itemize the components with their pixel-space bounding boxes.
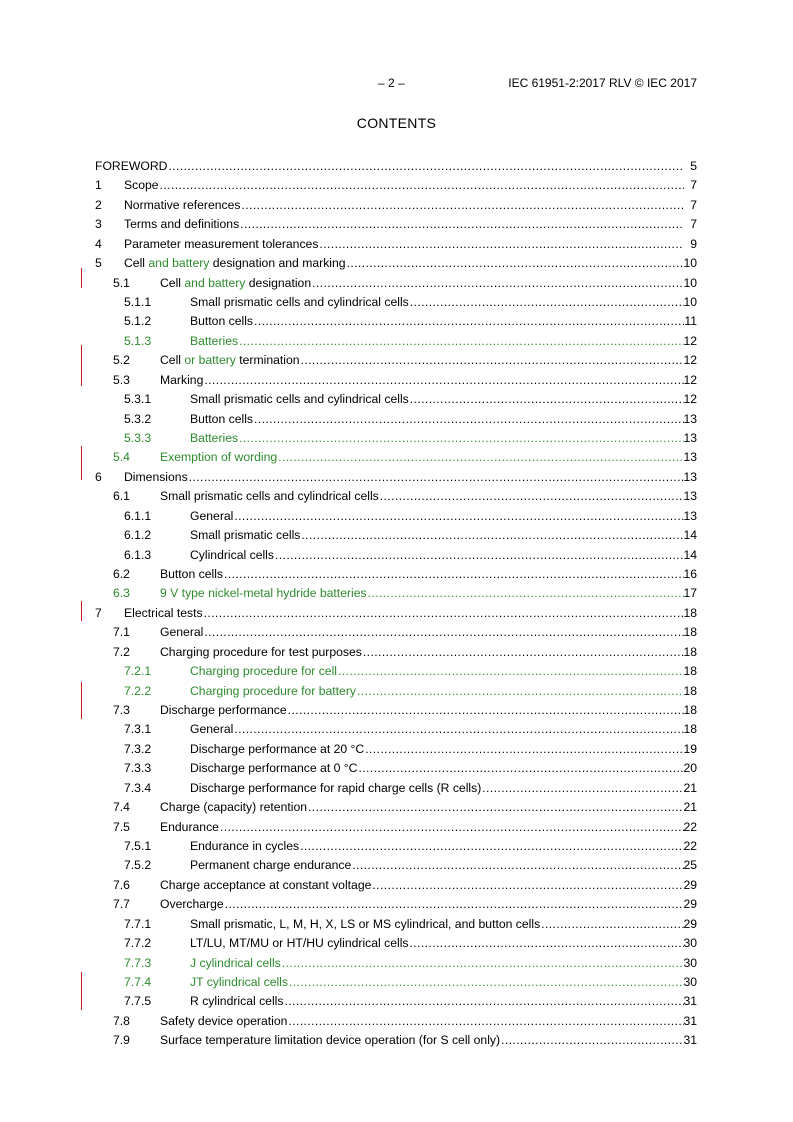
title-text: Permanent charge endurance <box>190 858 352 873</box>
toc-entry-title <box>124 176 159 195</box>
title-text: Overcharge <box>160 897 224 912</box>
dot-leader <box>204 623 684 642</box>
toc-entry-number: 2 <box>95 197 102 212</box>
title-text: Discharge performance <box>160 703 287 718</box>
title-text: Scope <box>124 178 159 193</box>
toc-entry[interactable] <box>0 332 793 351</box>
toc-entry-number: 7.3.2 <box>124 741 152 756</box>
toc-entry[interactable] <box>0 371 793 390</box>
toc-entry-page: 18 <box>683 644 697 659</box>
toc-entry-page: 10 <box>683 256 697 271</box>
page-title: CONTENTS <box>356 115 437 131</box>
toc-entry-page: 17 <box>683 586 697 601</box>
dot-leader <box>220 818 684 837</box>
toc-entry-page: 22 <box>683 819 697 834</box>
toc-entry[interactable] <box>0 254 793 273</box>
dot-leader <box>284 992 684 1011</box>
toc-entry-number: 7.7.2 <box>124 936 152 951</box>
toc-entry-title <box>190 759 357 778</box>
toc-entry[interactable] <box>0 215 793 234</box>
toc-entry[interactable] <box>0 604 793 623</box>
toc-entry-title <box>160 818 219 837</box>
dot-leader <box>168 157 684 176</box>
toc-entry-title <box>124 196 241 215</box>
toc-entry-title <box>160 1031 500 1050</box>
dot-leader <box>242 196 684 215</box>
title-text: Dimensions <box>124 469 188 484</box>
title-text: Small prismatic cells and cylindrical cells <box>160 489 379 504</box>
page-number: – 2 – <box>378 76 405 90</box>
toc-entry-title <box>160 876 371 895</box>
toc-entry-title <box>190 682 356 701</box>
dot-leader <box>204 371 684 390</box>
toc-entry-number: 6 <box>95 469 102 484</box>
toc-entry[interactable] <box>0 720 793 739</box>
toc-entry[interactable] <box>0 390 793 409</box>
toc-entry-number: 5.1 <box>113 275 130 290</box>
toc-entry-title <box>190 332 238 351</box>
changed-text: Batteries <box>190 431 239 446</box>
toc-entry[interactable] <box>0 876 793 895</box>
title-text: Safety device operation <box>160 1013 288 1028</box>
toc-entry-number: 7.5 <box>113 819 130 834</box>
toc-entry-number: 5.3.3 <box>124 431 152 446</box>
title-text: termination <box>235 353 300 368</box>
toc-entry-number: 7 <box>95 605 102 620</box>
toc-entry-number: 3 <box>95 217 102 232</box>
toc-entry-title <box>190 526 300 545</box>
toc-entry[interactable] <box>0 662 793 681</box>
toc-entry-title <box>190 429 238 448</box>
toc-entry[interactable] <box>0 973 793 992</box>
dot-leader <box>365 740 684 759</box>
toc-entry-page: 30 <box>683 955 697 970</box>
toc-entry-page: 7 <box>690 217 697 232</box>
title-text: Cylindrical cells <box>190 547 274 562</box>
toc-entry-title <box>160 487 379 506</box>
title-text: Normative references <box>124 197 241 212</box>
toc-entry-number: 6.3 <box>113 586 130 601</box>
changed-text: and battery <box>148 256 210 271</box>
dot-leader <box>352 856 684 875</box>
toc-entry[interactable] <box>0 954 793 973</box>
toc-entry-title <box>190 954 281 973</box>
toc-entry[interactable] <box>0 915 793 934</box>
toc-entry-number: 7.8 <box>113 1013 130 1028</box>
toc-entry-number: 6.1.2 <box>124 528 152 543</box>
dot-leader <box>372 876 684 895</box>
title-text: Endurance <box>160 819 219 834</box>
title-text: designation <box>245 275 312 290</box>
title-text: General <box>190 722 234 737</box>
toc-entry-number: 7.5.1 <box>124 839 152 854</box>
toc-entry[interactable] <box>0 701 793 720</box>
title-text: Discharge performance for rapid charge cells (R cells) <box>190 780 482 795</box>
toc-entry-page: 18 <box>683 722 697 737</box>
toc-entry-page: 20 <box>683 761 697 776</box>
toc-entry-title <box>190 973 288 992</box>
title-text: Small prismatic cells and cylindrical cells <box>190 392 409 407</box>
toc-entry[interactable] <box>0 196 793 215</box>
dot-leader <box>301 526 684 545</box>
changed-text: J cylindrical cells <box>190 955 281 970</box>
toc-entry-number: 7.3.1 <box>124 722 152 737</box>
toc-entry-number: 6.1.3 <box>124 547 152 562</box>
dot-leader <box>319 235 684 254</box>
dot-leader <box>380 487 684 506</box>
dot-leader <box>308 798 684 817</box>
toc-entry-page: 30 <box>683 975 697 990</box>
toc-entry[interactable] <box>0 293 793 312</box>
title-text: Cell <box>160 353 185 368</box>
toc-entry-page: 12 <box>683 353 697 368</box>
dot-leader <box>254 410 684 429</box>
toc-entry[interactable] <box>0 895 793 914</box>
toc-entry-page: 18 <box>683 605 697 620</box>
toc-entry[interactable] <box>0 740 793 759</box>
change-bar <box>81 446 82 480</box>
changed-text: 9 V type nickel-metal hydride batteries <box>160 586 367 601</box>
toc-entry-page: 21 <box>683 800 697 815</box>
dot-leader <box>312 274 684 293</box>
dot-leader <box>482 779 684 798</box>
dot-leader <box>254 312 684 331</box>
dot-leader <box>347 254 684 273</box>
title-text: Button cells <box>190 411 254 426</box>
toc-entry[interactable] <box>0 274 793 293</box>
toc-entry-title <box>190 856 351 875</box>
toc-entry-page: 29 <box>683 916 697 931</box>
changed-text: JT cylindrical cells <box>190 975 288 990</box>
toc-entry-page: 5 <box>690 159 697 173</box>
toc-entry-title <box>190 915 540 934</box>
dot-leader <box>368 584 684 603</box>
dot-leader <box>338 662 684 681</box>
toc-entry[interactable] <box>0 992 793 1011</box>
toc-entry-number: 7.7 <box>113 897 130 912</box>
toc-entry[interactable] <box>0 487 793 506</box>
toc-entry[interactable] <box>0 429 793 448</box>
toc-entry-page: 18 <box>683 664 697 679</box>
toc-entry-number: 6.2 <box>113 567 130 582</box>
page-header <box>0 76 793 92</box>
title-text: Charge acceptance at constant voltage <box>160 877 372 892</box>
toc-entry-page: 13 <box>683 411 697 426</box>
dot-leader <box>410 390 684 409</box>
toc-entry-page: 9 <box>690 236 697 251</box>
change-bar <box>81 345 82 386</box>
toc-entry[interactable] <box>0 546 793 565</box>
dot-leader <box>410 293 684 312</box>
toc-entry-number: 5 <box>95 256 102 271</box>
toc-entry[interactable] <box>0 837 793 856</box>
toc-entry-page: 7 <box>690 178 697 193</box>
dot-leader <box>234 507 684 526</box>
title-text: Small prismatic cells <box>190 528 301 543</box>
toc-entry-number: 6.1.1 <box>124 508 152 523</box>
toc-entry-title <box>190 312 253 331</box>
dot-leader <box>160 176 684 195</box>
title-text: Small prismatic, L, M, H, X, LS or MS cylindrical, and button cells <box>190 916 541 931</box>
toc-entry-page: 13 <box>683 469 697 484</box>
toc-entry-page: 14 <box>683 547 697 562</box>
title-text: Terms and definitions <box>124 217 240 232</box>
toc-entry[interactable] <box>0 623 793 642</box>
toc-entry-number: 7.7.5 <box>124 994 152 1009</box>
dot-leader <box>410 934 685 953</box>
title-text: General <box>190 508 234 523</box>
toc-entry-page: 14 <box>683 528 697 543</box>
toc-entry-number: 5.2 <box>113 353 130 368</box>
change-bar <box>81 972 82 1010</box>
toc-entry[interactable] <box>0 351 793 370</box>
dot-leader <box>282 954 684 973</box>
dot-leader <box>239 429 684 448</box>
toc-entry-title <box>124 215 239 234</box>
toc-entry-number: 6.1 <box>113 489 130 504</box>
title-text: Charge (capacity) retention <box>160 800 307 815</box>
title-text: Marking <box>160 372 204 387</box>
toc-entry[interactable] <box>0 410 793 429</box>
title-text: Discharge performance at 0 °C <box>190 761 358 776</box>
dot-leader <box>234 720 684 739</box>
toc-entry-page: 29 <box>683 877 697 892</box>
dot-leader <box>357 682 684 701</box>
toc-entry-number: 7.6 <box>113 877 130 892</box>
toc-entry[interactable] <box>0 759 793 778</box>
toc-entry-number: 7.7.1 <box>124 916 152 931</box>
toc-entry-page: 11 <box>684 314 697 329</box>
title-text: R cylindrical cells <box>190 994 284 1009</box>
changed-text: Exemption of wording <box>160 450 278 465</box>
toc-entry-title <box>160 448 277 467</box>
toc-entry-page: 22 <box>683 839 697 854</box>
toc-entry-page: 12 <box>683 372 697 387</box>
toc-entry-title <box>95 157 167 176</box>
toc-entry-title <box>160 701 287 720</box>
toc-entry-title <box>190 779 481 798</box>
toc-entry-number: 7.3 <box>113 703 130 718</box>
dot-leader <box>278 448 684 467</box>
toc-entry[interactable] <box>0 312 793 331</box>
document-id: IEC 61951-2:2017 RLV © IEC 2017 <box>508 76 697 90</box>
toc-entry[interactable] <box>0 1012 793 1031</box>
dot-leader <box>275 546 684 565</box>
dot-leader <box>224 565 684 584</box>
title-text: Button cells <box>160 567 224 582</box>
toc-entry[interactable] <box>0 818 793 837</box>
dot-leader <box>541 915 684 934</box>
toc-entry-title <box>124 468 188 487</box>
toc-entry-page: 16 <box>683 567 697 582</box>
toc-entry[interactable] <box>0 235 793 254</box>
toc-entry-number: 7.3.4 <box>124 780 152 795</box>
toc-entry-page: 31 <box>683 1013 697 1028</box>
dot-leader <box>239 332 684 351</box>
toc-entry[interactable] <box>0 565 793 584</box>
toc-entry-title <box>190 992 283 1011</box>
title-text: Charging procedure for test purposes <box>160 644 362 659</box>
toc-entry-number: 5.4 <box>113 450 130 465</box>
toc-entry-number: 5.1.2 <box>124 314 152 329</box>
toc-entry-title <box>160 798 307 817</box>
dot-leader <box>225 895 684 914</box>
dot-leader <box>289 973 684 992</box>
dot-leader <box>363 643 684 662</box>
title-text: Small prismatic cells and cylindrical cells <box>190 295 409 309</box>
toc-entry-page: 30 <box>683 936 697 951</box>
toc-entry-title <box>190 507 233 526</box>
title-text: Button cells <box>190 314 254 329</box>
title-text: LT/LU, MT/MU or HT/HU cylindrical cells <box>190 936 409 951</box>
changed-text: Charging procedure for battery <box>190 683 356 698</box>
toc-entry-page: 13 <box>683 450 697 465</box>
title-text: Discharge performance at 20 °C <box>190 741 365 756</box>
toc-entry[interactable] <box>0 448 793 467</box>
toc-entry-title <box>160 643 362 662</box>
title-text: Cell <box>124 256 149 271</box>
toc-entry-number: 7.9 <box>113 1033 130 1048</box>
toc-entry-number: 5.3.1 <box>124 392 152 407</box>
toc-entry-page: 12 <box>683 333 697 348</box>
changed-text: and battery <box>184 275 246 290</box>
title-text: FOREWORD <box>95 159 168 173</box>
changed-text: or battery <box>184 353 236 368</box>
toc-entry[interactable] <box>0 643 793 662</box>
change-bar <box>81 268 82 288</box>
toc-entry[interactable] <box>0 176 793 195</box>
toc-entry-title <box>160 623 203 642</box>
toc-entry-page: 29 <box>683 897 697 912</box>
changed-text: Charging procedure for cell <box>190 664 338 679</box>
toc-entry-title <box>190 934 409 953</box>
toc-entry-page: 13 <box>683 508 697 523</box>
dot-leader <box>288 701 684 720</box>
dot-leader <box>204 604 684 623</box>
title-text: Electrical tests <box>124 605 203 620</box>
toc-entry-title <box>160 274 311 293</box>
toc-entry-title <box>160 565 223 584</box>
toc-entry-title <box>190 390 409 409</box>
dot-leader <box>501 1031 684 1050</box>
toc-entry-number: 5.3.2 <box>124 411 152 426</box>
toc-entry[interactable] <box>0 584 793 603</box>
toc-entry-number: 5.1.1 <box>124 295 152 309</box>
toc-entry-title <box>160 371 203 390</box>
toc-entry-title <box>190 740 364 759</box>
title-text: General <box>160 625 204 640</box>
change-bar <box>81 601 82 621</box>
title-text: Endurance in cycles <box>190 839 300 854</box>
toc-entry-title <box>190 837 299 856</box>
toc-entry-number: 7.7.4 <box>124 975 152 990</box>
toc-entry-page: 31 <box>683 1033 697 1048</box>
toc-entry[interactable] <box>0 682 793 701</box>
toc-entry-title <box>124 604 203 623</box>
toc-entry[interactable] <box>0 798 793 817</box>
toc-entry-number: 7.1 <box>113 625 130 640</box>
dot-leader <box>288 1012 684 1031</box>
toc-entry-page: 21 <box>683 780 697 795</box>
toc-entry-page: 25 <box>683 858 697 873</box>
toc-entry-number: 7.2.1 <box>124 664 152 679</box>
toc-entry-page: 10 <box>683 275 697 290</box>
dot-leader <box>301 351 684 370</box>
toc-entry-number: 7.3.3 <box>124 761 152 776</box>
toc-entry-title <box>190 720 233 739</box>
toc-entry[interactable] <box>0 507 793 526</box>
toc-entry[interactable] <box>0 934 793 953</box>
toc-entry-title <box>160 584 367 603</box>
title-text: designation and marking <box>209 256 346 271</box>
toc-entry-title <box>190 410 253 429</box>
title-text: Parameter measurement tolerances <box>124 236 319 251</box>
dot-leader <box>358 759 684 778</box>
toc-entry-title <box>190 546 274 565</box>
changed-text: Batteries <box>190 333 239 348</box>
toc-entry-title <box>190 293 409 312</box>
toc-entry[interactable] <box>0 779 793 798</box>
toc-entry-number: 4 <box>95 236 102 251</box>
toc-entry-page: 18 <box>683 683 697 698</box>
toc-entry-page: 7 <box>690 197 697 212</box>
toc-entry-number: 5.1.3 <box>124 333 152 348</box>
toc-entry[interactable] <box>0 856 793 875</box>
toc-entry-page: 12 <box>683 392 697 407</box>
toc-entry[interactable] <box>0 526 793 545</box>
toc-entry-number: 7.7.3 <box>124 955 152 970</box>
toc-entry-page: 31 <box>683 994 697 1009</box>
toc-entry-number: 7.2.2 <box>124 683 152 698</box>
toc-entry-number: 7.4 <box>113 800 130 815</box>
dot-leader <box>300 837 684 856</box>
toc-entry-page: 18 <box>683 625 697 640</box>
toc-entry-number: 5.3 <box>113 372 130 387</box>
toc-entry-page: 19 <box>683 741 697 756</box>
change-bar <box>81 682 82 719</box>
title-text: Surface temperature limitation device operation (for S cell only) <box>160 1033 501 1048</box>
dot-leader <box>240 215 684 234</box>
title-text: Cell <box>160 275 185 290</box>
toc-entry-title <box>124 254 346 273</box>
dot-leader <box>189 468 684 487</box>
toc-entry-title <box>124 235 318 254</box>
toc-entry-title <box>160 895 224 914</box>
toc-entry-page: 18 <box>683 703 697 718</box>
toc-entry-page: 10 <box>683 295 697 309</box>
toc-entry[interactable] <box>0 157 793 176</box>
toc-entry-number: 7.5.2 <box>124 858 152 873</box>
toc-entry[interactable] <box>0 468 793 487</box>
toc-entry-number: 7.2 <box>113 644 130 659</box>
toc-entry[interactable] <box>0 1031 793 1050</box>
toc-entry-title <box>190 662 337 681</box>
toc-entry-page: 13 <box>683 489 697 504</box>
toc-entry-page: 13 <box>683 431 697 446</box>
toc-entry-title <box>160 351 300 370</box>
toc-entry-number: 1 <box>95 178 102 193</box>
toc-entry-title <box>160 1012 287 1031</box>
